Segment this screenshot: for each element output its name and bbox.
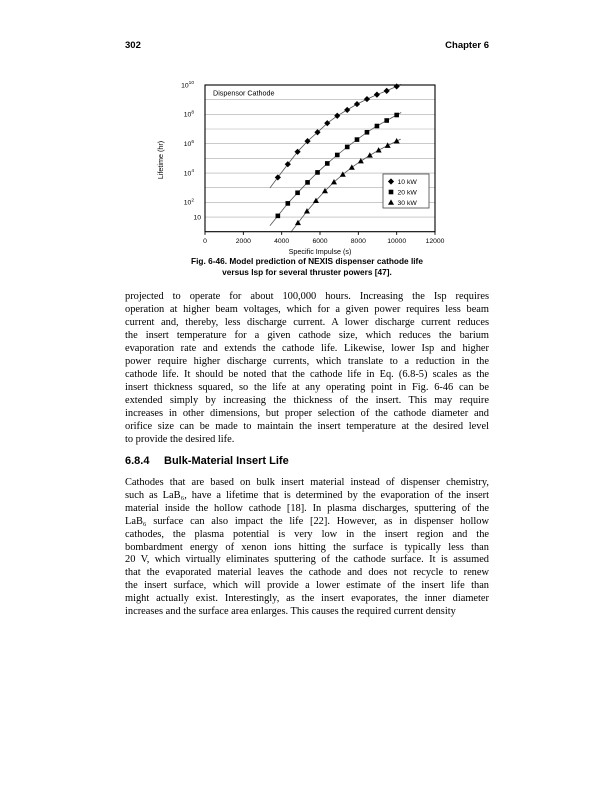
- svg-text:8000: 8000: [350, 238, 366, 246]
- text-line: extended simply by increasing the thickness of the insert. This may require: [125, 395, 489, 406]
- svg-text:30 kW: 30 kW: [397, 199, 417, 207]
- text-line: cathodes, the plasma potential is very low in the insert region and the: [125, 528, 489, 540]
- text-line: material inside the hollow cathode [18]. In plasma discharges, sputtering of the: [125, 502, 489, 514]
- text-line: such as LaB₆, have a lifetime that is determined by the evaporation of the insert: [125, 489, 489, 501]
- figure-6-46-chart: [0, 0, 612, 300]
- svg-text:10 kW: 10 kW: [397, 178, 417, 186]
- text-line: cathode life. It should be noted that the cathode life in Eq. (6.8-5) scales as the: [125, 369, 489, 380]
- svg-text:20 kW: 20 kW: [397, 189, 417, 197]
- text-line: power require higher discharge currents, which translate to a reduction in the: [125, 356, 489, 367]
- x-axis-title: Specific Impulse (s): [288, 247, 352, 257]
- paragraph-1: [125, 290, 489, 446]
- section-number: 6.8.4: [125, 455, 150, 467]
- svg-text:10000: 10000: [387, 238, 407, 246]
- text-line: the insert temperature for a given cathode size, which reduces the barium: [125, 330, 489, 341]
- svg-text:108: $10^8$: [183, 110, 194, 119]
- x-axis: [203, 232, 445, 246]
- text-line: to provide the desired life.: [125, 434, 235, 445]
- text-line: 20 V, which virtually eliminates sputtering of the cathode surface. It is assumed: [125, 554, 489, 566]
- svg-text:4000: 4000: [274, 238, 290, 246]
- text-line: evaporation rate and extends the cathode life. Likewise, lower Isp and higher: [125, 343, 489, 354]
- text-line: increases in other dimensions, but proper selection of the cathode diameter and: [125, 408, 489, 419]
- figure-caption-line-2: versus Isp for several thruster powers [47].: [222, 266, 392, 277]
- text-line: orifice size can be made to maintain the insert temperature at the desired level: [125, 421, 489, 432]
- svg-text:1010: $10^{10}$: [181, 81, 194, 90]
- figure-caption-line-1: Fig. 6-46. Model prediction of NEXIS dispenser cathode life: [191, 256, 423, 266]
- svg-text:12000: 12000: [425, 238, 445, 246]
- legend: [383, 174, 429, 208]
- text-line: current and, thereby, less discharge current. A lower discharge current reduces: [125, 317, 489, 328]
- text-line: bombardment energy of xenon ions hitting the surface is typically less than: [125, 541, 489, 553]
- svg-text:2000: 2000: [235, 238, 251, 246]
- chapter-label: Chapter 6: [445, 40, 489, 51]
- text-line: LaB₆ surface can also impact the life [22]. However, as in dispenser hollow: [125, 515, 489, 527]
- svg-text:0: 0: [203, 238, 207, 246]
- section-title: Bulk-Material Insert Life: [164, 455, 289, 467]
- text-line: might actually exist. Interestingly, as the insert evaporates, the inner diameter: [125, 593, 489, 605]
- svg-text:6000: 6000: [312, 238, 328, 246]
- svg-text:10: 10: [193, 214, 201, 222]
- text-line: insert thickness squared, so the life at any operating point in Fig. 6-46 can be: [125, 382, 489, 393]
- section-heading: [125, 455, 489, 467]
- chart-inner-title: Dispensor Cathode: [213, 88, 275, 98]
- svg-text:104: $10^4$: [183, 169, 194, 178]
- text-line: the insert surface, which will provide a lower estimate of the insert life than: [125, 580, 489, 592]
- svg-text:106: $10^6$: [183, 139, 194, 148]
- y-axis: [181, 80, 201, 221]
- text-line: that the evaporated material leaves the cathode and does not recycle to renew: [125, 567, 489, 579]
- svg-text:102: $10^2$: [183, 198, 194, 207]
- page-number: 302: [125, 40, 141, 51]
- text-line: projected to operate for about 100,000 hours. Increasing the Isp requires: [125, 291, 489, 302]
- figure-caption: [125, 256, 489, 277]
- text-line: Cathodes that are based on bulk insert material instead of dispenser chemistry,: [125, 477, 489, 488]
- y-axis-title: Lifetime (hr): [156, 140, 165, 180]
- paragraph-2: [125, 477, 489, 619]
- text-line: operation at higher beam voltages, which for a given power requires less beam: [125, 304, 489, 315]
- text-line: increases and the surface area enlarges. This causes the required current density: [125, 606, 456, 618]
